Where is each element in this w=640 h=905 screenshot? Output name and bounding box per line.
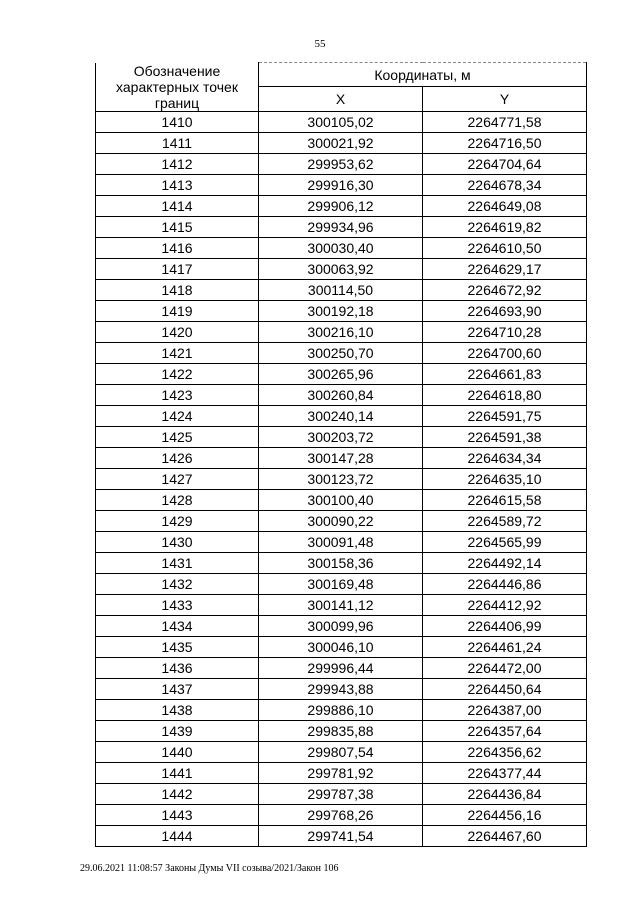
table-row xyxy=(96,825,587,846)
coord-y-cell: 2264492,14 xyxy=(423,552,587,573)
coord-y-cell: 2264704,64 xyxy=(423,153,587,174)
point-id-cell: 1412 xyxy=(96,153,259,174)
point-id-cell: 1437 xyxy=(96,678,259,699)
coord-y-cell: 2264406,99 xyxy=(423,615,587,636)
table-row xyxy=(96,783,587,804)
point-id-cell: 1411 xyxy=(96,132,259,153)
coord-x-cell: 300265,96 xyxy=(259,363,423,384)
coord-x-cell: 299886,10 xyxy=(259,699,423,720)
coord-x-cell: 300021,92 xyxy=(259,132,423,153)
coord-x-cell: 299787,38 xyxy=(259,783,423,804)
coord-x-cell: 299807,54 xyxy=(259,741,423,762)
table-row xyxy=(96,447,587,468)
table-row xyxy=(96,426,587,447)
coord-x-cell: 300203,72 xyxy=(259,426,423,447)
point-id-cell: 1430 xyxy=(96,531,259,552)
coordinates-table xyxy=(95,62,587,847)
coord-y-cell: 2264672,92 xyxy=(423,279,587,300)
point-id-cell: 1428 xyxy=(96,489,259,510)
coord-x-cell: 299781,92 xyxy=(259,762,423,783)
point-id-cell: 1444 xyxy=(96,825,259,846)
coord-x-cell: 300158,36 xyxy=(259,552,423,573)
table-row xyxy=(96,762,587,783)
table-row xyxy=(96,195,587,216)
point-id-cell: 1421 xyxy=(96,342,259,363)
coord-y-cell: 2264635,10 xyxy=(423,468,587,489)
coord-y-cell: 2264771,58 xyxy=(423,111,587,132)
point-id-cell: 1433 xyxy=(96,594,259,615)
coord-x-cell: 299835,88 xyxy=(259,720,423,741)
point-id-cell: 1426 xyxy=(96,447,259,468)
coord-y-cell: 2264456,16 xyxy=(423,804,587,825)
coord-x-cell: 300099,96 xyxy=(259,615,423,636)
coord-x-cell: 300100,40 xyxy=(259,489,423,510)
coord-y-cell: 2264591,75 xyxy=(423,405,587,426)
coord-y-cell: 2264356,62 xyxy=(423,741,587,762)
point-id-cell: 1423 xyxy=(96,384,259,405)
point-id-cell: 1443 xyxy=(96,804,259,825)
table-row xyxy=(96,657,587,678)
point-id-cell: 1438 xyxy=(96,699,259,720)
coord-x-cell: 300091,48 xyxy=(259,531,423,552)
coord-x-cell: 300192,18 xyxy=(259,300,423,321)
table-row xyxy=(96,321,587,342)
table-row xyxy=(96,489,587,510)
coord-x-cell: 300141,12 xyxy=(259,594,423,615)
header-coordinates: Координаты, м xyxy=(259,63,587,87)
point-id-cell: 1416 xyxy=(96,237,259,258)
coord-x-cell: 300216,10 xyxy=(259,321,423,342)
coord-x-cell: 299934,96 xyxy=(259,216,423,237)
coord-x-cell: 299953,62 xyxy=(259,153,423,174)
coord-y-cell: 2264629,17 xyxy=(423,258,587,279)
coord-x-cell: 300169,48 xyxy=(259,573,423,594)
header-y: Y xyxy=(423,87,587,111)
coord-y-cell: 2264467,60 xyxy=(423,825,587,846)
table-row xyxy=(96,405,587,426)
table-row xyxy=(96,258,587,279)
point-id-cell: 1410 xyxy=(96,111,259,132)
table-row xyxy=(96,174,587,195)
coord-y-cell: 2264700,60 xyxy=(423,342,587,363)
coord-y-cell: 2264589,72 xyxy=(423,510,587,531)
table-body xyxy=(96,111,587,846)
coord-y-cell: 2264412,92 xyxy=(423,594,587,615)
coord-x-cell: 300063,92 xyxy=(259,258,423,279)
coord-x-cell: 299943,88 xyxy=(259,678,423,699)
point-id-cell: 1441 xyxy=(96,762,259,783)
table-row xyxy=(96,384,587,405)
coord-x-cell: 300046,10 xyxy=(259,636,423,657)
point-id-cell: 1435 xyxy=(96,636,259,657)
coord-y-cell: 2264610,50 xyxy=(423,237,587,258)
coord-x-cell: 299906,12 xyxy=(259,195,423,216)
coord-y-cell: 2264446,86 xyxy=(423,573,587,594)
table-row xyxy=(96,678,587,699)
point-id-cell: 1440 xyxy=(96,741,259,762)
footer-stamp: 29.06.2021 11:08:57 Законы Думы VII созыва/2021/Закон 106 xyxy=(80,863,339,874)
coord-y-cell: 2264591,38 xyxy=(423,426,587,447)
coord-y-cell: 2264436,84 xyxy=(423,783,587,804)
point-id-cell: 1427 xyxy=(96,468,259,489)
coord-x-cell: 300114,50 xyxy=(259,279,423,300)
coord-y-cell: 2264619,82 xyxy=(423,216,587,237)
coord-x-cell: 299916,30 xyxy=(259,174,423,195)
point-id-cell: 1434 xyxy=(96,615,259,636)
point-id-cell: 1436 xyxy=(96,657,259,678)
table-row xyxy=(96,594,587,615)
coord-x-cell: 300240,14 xyxy=(259,405,423,426)
point-id-cell: 1431 xyxy=(96,552,259,573)
coord-x-cell: 300105,02 xyxy=(259,111,423,132)
coord-y-cell: 2264565,99 xyxy=(423,531,587,552)
point-id-cell: 1425 xyxy=(96,426,259,447)
coord-x-cell: 300030,40 xyxy=(259,237,423,258)
table-row xyxy=(96,552,587,573)
point-id-cell: 1418 xyxy=(96,279,259,300)
coord-y-cell: 2264649,08 xyxy=(423,195,587,216)
coord-y-cell: 2264716,50 xyxy=(423,132,587,153)
coord-y-cell: 2264634,34 xyxy=(423,447,587,468)
coord-y-cell: 2264678,34 xyxy=(423,174,587,195)
table-row xyxy=(96,720,587,741)
point-id-cell: 1414 xyxy=(96,195,259,216)
coord-y-cell: 2264472,00 xyxy=(423,657,587,678)
header-designation: Обозначение характерных точек границ xyxy=(96,63,259,112)
point-id-cell: 1442 xyxy=(96,783,259,804)
table-row xyxy=(96,615,587,636)
coord-x-cell: 300090,22 xyxy=(259,510,423,531)
point-id-cell: 1413 xyxy=(96,174,259,195)
coord-x-cell: 300260,84 xyxy=(259,384,423,405)
coord-y-cell: 2264357,64 xyxy=(423,720,587,741)
coord-x-cell: 299741,54 xyxy=(259,825,423,846)
table-row xyxy=(96,699,587,720)
point-id-cell: 1422 xyxy=(96,363,259,384)
coord-y-cell: 2264661,83 xyxy=(423,363,587,384)
coord-y-cell: 2264618,80 xyxy=(423,384,587,405)
header-x: X xyxy=(259,87,423,111)
table-row xyxy=(96,132,587,153)
point-id-cell: 1439 xyxy=(96,720,259,741)
table-row xyxy=(96,279,587,300)
point-id-cell: 1424 xyxy=(96,405,259,426)
coord-y-cell: 2264615,58 xyxy=(423,489,587,510)
coord-y-cell: 2264377,44 xyxy=(423,762,587,783)
point-id-cell: 1432 xyxy=(96,573,259,594)
point-id-cell: 1417 xyxy=(96,258,259,279)
table-row xyxy=(96,804,587,825)
coord-y-cell: 2264450,64 xyxy=(423,678,587,699)
table-row xyxy=(96,300,587,321)
coord-y-cell: 2264461,24 xyxy=(423,636,587,657)
point-id-cell: 1415 xyxy=(96,216,259,237)
table-row xyxy=(96,468,587,489)
table-row xyxy=(96,636,587,657)
table-row xyxy=(96,741,587,762)
table-row xyxy=(96,153,587,174)
coord-x-cell: 299768,26 xyxy=(259,804,423,825)
table-row xyxy=(96,342,587,363)
coord-x-cell: 300123,72 xyxy=(259,468,423,489)
table-row xyxy=(96,216,587,237)
point-id-cell: 1429 xyxy=(96,510,259,531)
table-row xyxy=(96,111,587,132)
coord-y-cell: 2264693,90 xyxy=(423,300,587,321)
table-row xyxy=(96,510,587,531)
coord-y-cell: 2264387,00 xyxy=(423,699,587,720)
table-row xyxy=(96,573,587,594)
point-id-cell: 1419 xyxy=(96,300,259,321)
point-id-cell: 1420 xyxy=(96,321,259,342)
coord-x-cell: 299996,44 xyxy=(259,657,423,678)
table-row xyxy=(96,363,587,384)
page-number: 55 xyxy=(314,38,326,50)
table-header xyxy=(96,63,587,112)
coord-x-cell: 300250,70 xyxy=(259,342,423,363)
coord-y-cell: 2264710,28 xyxy=(423,321,587,342)
table-row xyxy=(96,531,587,552)
table-row xyxy=(96,237,587,258)
coord-x-cell: 300147,28 xyxy=(259,447,423,468)
